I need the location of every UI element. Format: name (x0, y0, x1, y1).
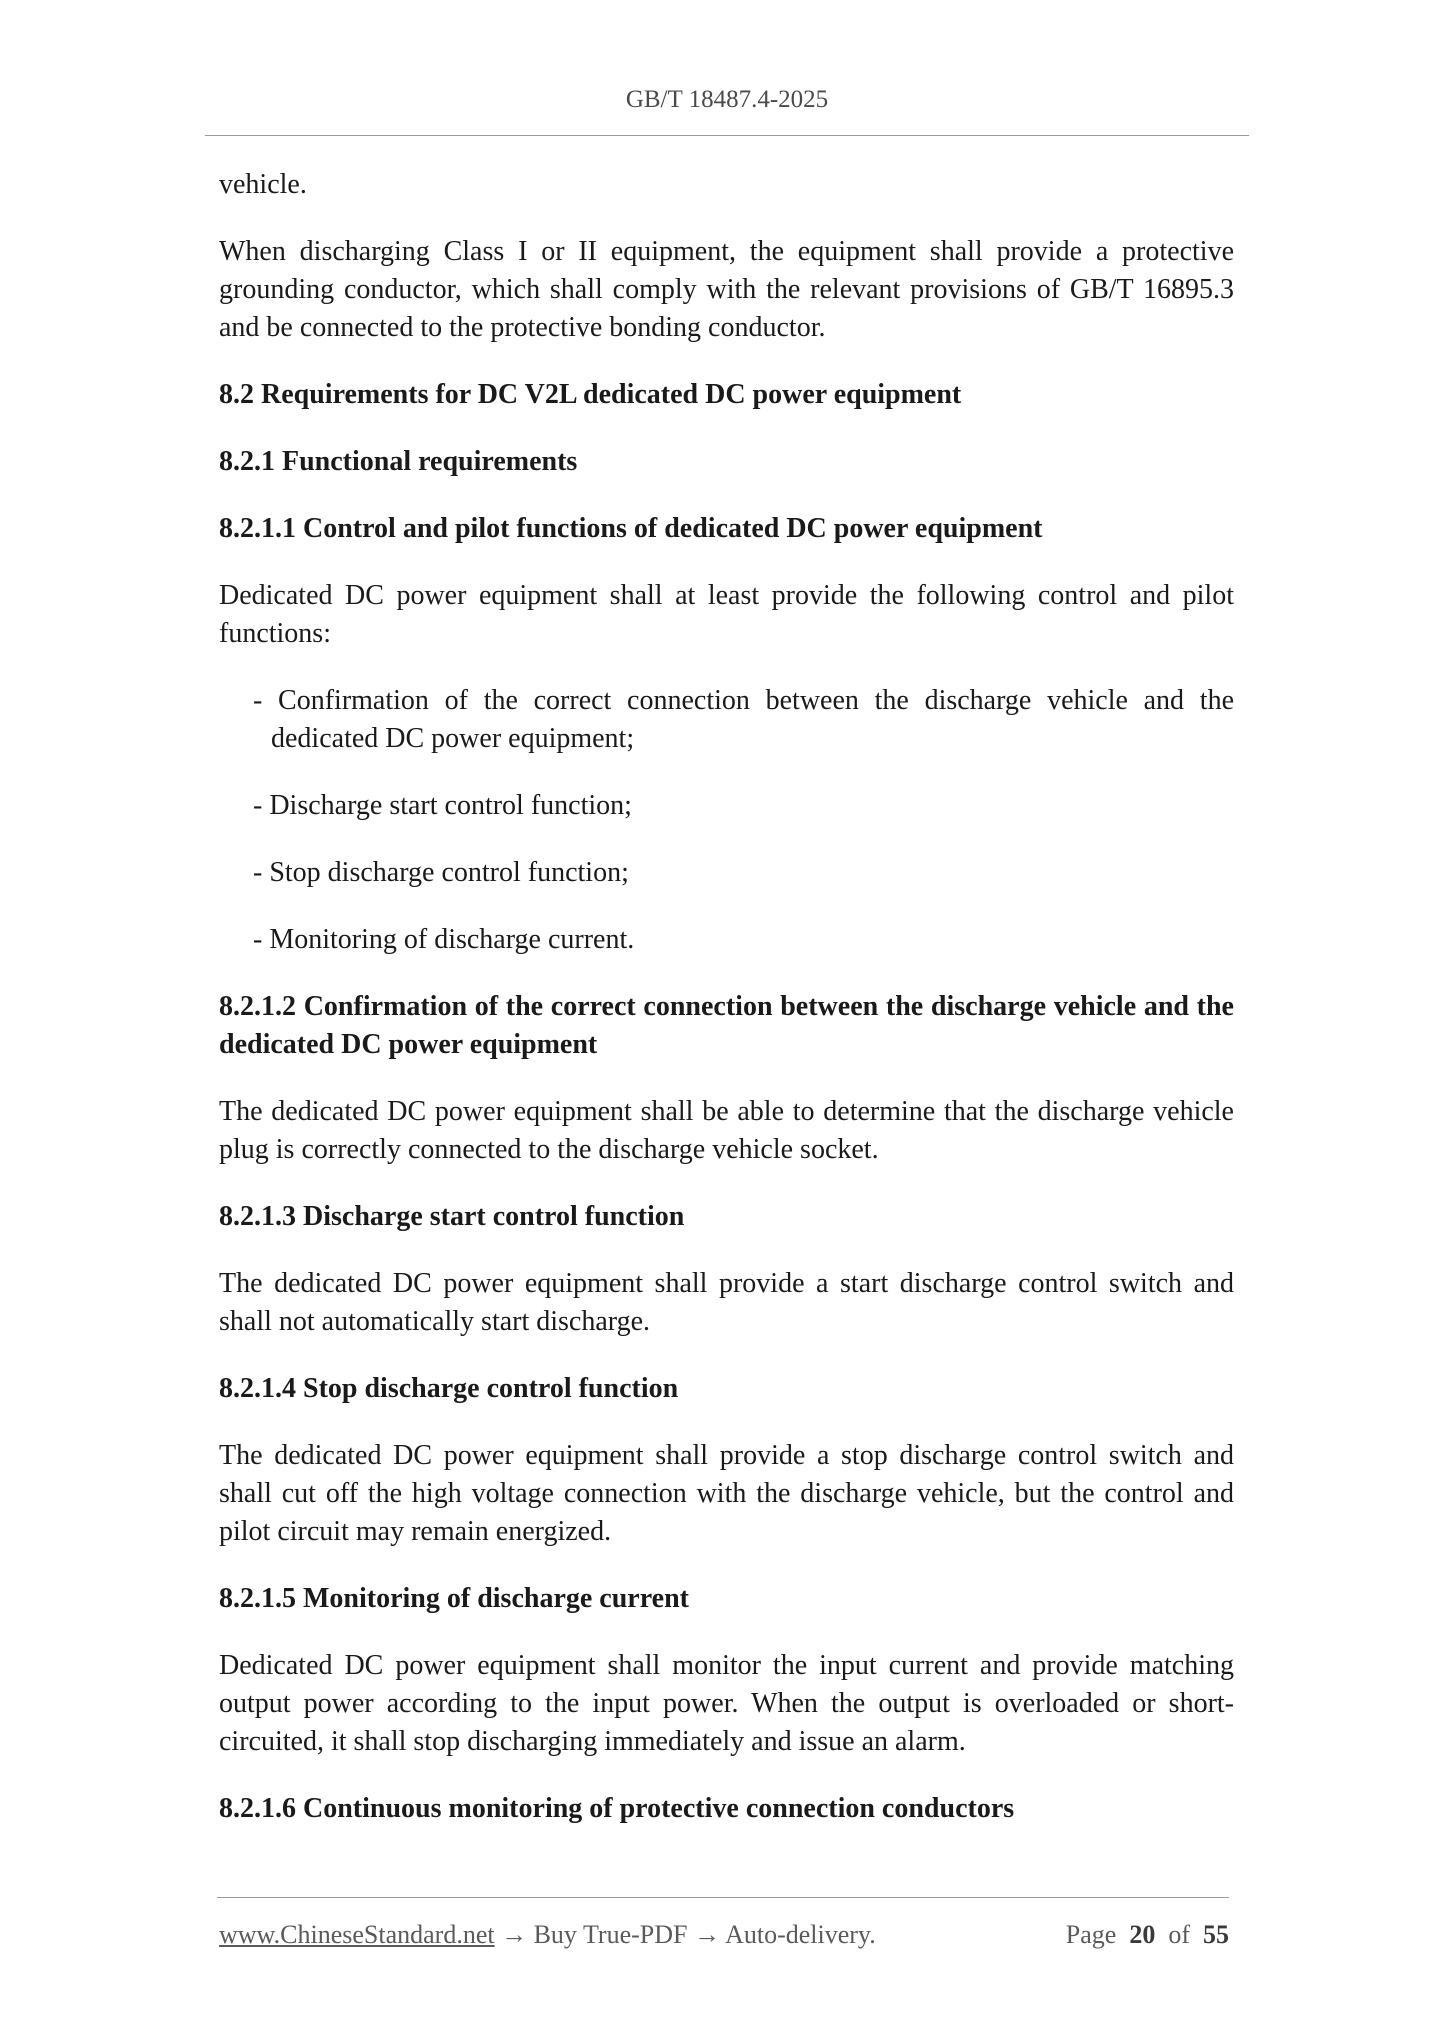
paragraph-8-2-1-1: Dedicated DC power equipment shall at least provide the following control and pilot functions: (219, 580, 1234, 649)
footer-promo (219, 1920, 876, 1950)
of-label: of (1168, 1920, 1190, 1949)
list-item: - Confirmation of the correct connection between the discharge vehicle and the dedicated DC power equipment; (253, 685, 1234, 754)
page-number: 20 (1129, 1920, 1156, 1949)
heading-8-2-1-4: 8.2.1.4 Stop discharge control function (219, 1373, 679, 1404)
page-label: Page (1065, 1920, 1117, 1949)
paragraph-8-2-1-4: The dedicated DC power equipment shall provide a stop discharge control switch and shall cut off the high voltage connection with the discharge vehicle, but the control and pilot circuit may remain energized. (219, 1440, 1234, 1547)
arrow-right-icon: → (501, 1920, 528, 1949)
heading-8-2-1: 8.2.1 Functional requirements (219, 446, 578, 477)
heading-8-2-1-3: 8.2.1.3 Discharge start control function (219, 1201, 685, 1232)
page-body (219, 166, 1234, 1857)
page-total: 55 (1203, 1920, 1229, 1949)
paragraph-vehicle: vehicle. (219, 169, 307, 200)
footer-divider (217, 1897, 1229, 1898)
page-footer (219, 1920, 1229, 1950)
heading-8-2-1-2: 8.2.1.2 Confirmation of the correct connection between the discharge vehicle and the dedicated DC power equipment (219, 991, 1234, 1060)
heading-8-2-1-5: 8.2.1.5 Monitoring of discharge current (219, 1583, 689, 1614)
paragraph-8-2-1-5: Dedicated DC power equipment shall monitor the input current and provide matching output power according to the input power. When the output is overloaded or short-circuited, it shall stop discharging immediately and issue an alarm. (219, 1650, 1234, 1757)
arrow-right-icon: → (694, 1920, 720, 1949)
heading-8-2-1-1: 8.2.1.1 Control and pilot functions of dedicated DC power equipment (219, 513, 1043, 544)
heading-8-2: 8.2 Requirements for DC V2L dedicated DC power equipment (219, 379, 962, 410)
page-indicator (1066, 1920, 1229, 1950)
list-item: - Monitoring of discharge current. (253, 924, 635, 955)
running-header: GB/T 18487.4-2025 (625, 86, 829, 113)
buy-true-pdf-text: Buy True-PDF (533, 1920, 688, 1949)
paragraph-class-equipment: When discharging Class I or II equipment, the equipment shall provide a protective grounding conductor, which shall comply with the relevant provisions of GB/T 16895.3 and be connected to the protective bonding conductor. (219, 236, 1234, 343)
paragraph-8-2-1-2: The dedicated DC power equipment shall be able to determine that the discharge vehicle plug is correctly connected to the discharge vehicle socket. (219, 1096, 1234, 1165)
header-divider (205, 135, 1249, 136)
auto-delivery-text: Auto-delivery. (725, 1920, 876, 1949)
heading-8-2-1-6: 8.2.1.6 Continuous monitoring of protective connection conductors (219, 1793, 1015, 1824)
chinesestandard-link[interactable]: www.ChineseStandard.net (219, 1920, 495, 1949)
list-item: - Stop discharge control function; (253, 857, 629, 888)
paragraph-8-2-1-3: The dedicated DC power equipment shall provide a start discharge control switch and shall not automatically start discharge. (219, 1268, 1234, 1337)
list-item: - Discharge start control function; (253, 790, 632, 821)
